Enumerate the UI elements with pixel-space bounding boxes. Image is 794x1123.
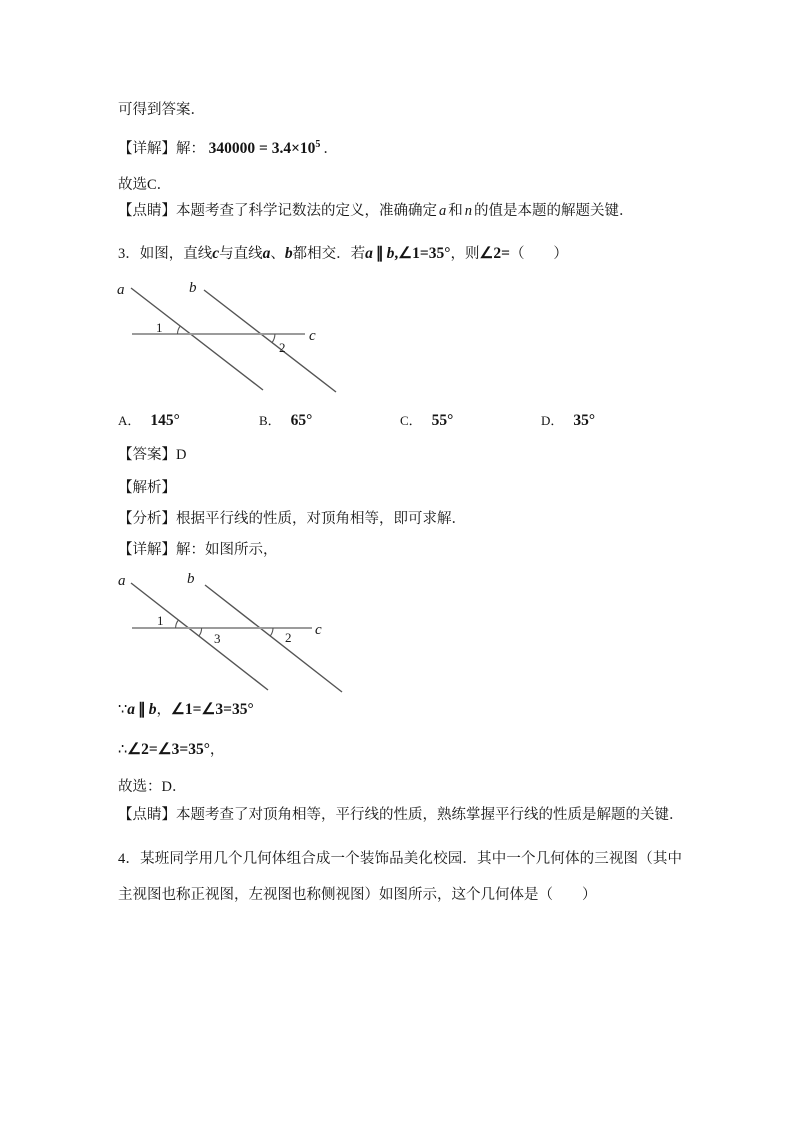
detail-label: 【详解】 [118, 542, 176, 558]
parallel-symbol: ∥ [375, 245, 384, 262]
option-c-letter: C． [400, 413, 422, 428]
q2-note-3: 的值是本题的解题关键． [474, 203, 634, 219]
label-line-a: a [117, 282, 125, 298]
note-label: 【点睛】 [118, 203, 176, 219]
variable-b: b [284, 245, 293, 262]
line-answer-tail [118, 101, 205, 120]
label-angle-1: 1 [157, 613, 164, 628]
solve-prefix: 解： [176, 141, 205, 157]
q2-detail-line [118, 139, 338, 159]
formula-base: 340000 = 3.4×10 [208, 140, 316, 157]
figure-parallel-lines-2 [115, 570, 350, 700]
q3-number: 3． [118, 246, 140, 262]
label-angle-2: 2 [279, 340, 286, 355]
because-comma: ， [156, 702, 171, 718]
q2-note-1: 本题考查了科学记数法的定义，准确确定 [176, 203, 437, 219]
q3-stem-3: 、 [270, 246, 285, 262]
formula-exponent: 5 [315, 138, 321, 150]
variable-a: a [262, 245, 271, 262]
option-b-value: 65° [290, 412, 313, 429]
variable-a: a [439, 203, 447, 219]
q3-therefore-line [118, 740, 224, 760]
option-b-letter: B． [259, 413, 281, 428]
angle-1-arc [176, 620, 179, 628]
label-angle-3: 3 [214, 631, 221, 646]
option-d [541, 410, 595, 430]
q3-options-row [118, 410, 595, 430]
option-c-value: 55° [431, 412, 454, 429]
note-label: 【点睛】 [118, 807, 176, 823]
therefore-symbol: ∴ [118, 742, 128, 758]
q2-note-line [118, 202, 634, 221]
formula-angle2: ∠2= [479, 245, 510, 262]
q3-stem-4: 都相交．若 [292, 246, 366, 262]
analysis-label: 【解析】 [118, 480, 176, 496]
label-line-c: c [309, 328, 316, 344]
q3-note-line [118, 806, 684, 825]
q4-stem-paragraph [118, 841, 682, 913]
angle-3-arc [199, 628, 202, 636]
option-b [259, 410, 400, 430]
option-a-value: 145° [150, 412, 180, 429]
q3-stem-1: 如图，直线 [139, 246, 213, 262]
angle-1-arc [178, 326, 181, 334]
formula-period: ． [323, 141, 338, 157]
formula-angle1: ∠1=35° [398, 245, 451, 262]
q3-analysis-line [118, 479, 176, 498]
option-a-letter: A． [118, 413, 141, 428]
therefore-comma: ， [209, 742, 225, 758]
label-line-a: a [118, 573, 126, 589]
formula-var-a: a [365, 245, 373, 262]
angle-2-arc [270, 628, 273, 636]
q3-note-text: 本题考查了对顶角相等，平行线的性质，熟练掌握平行线的性质是解题的关键． [176, 807, 684, 823]
detail-label: 【详解】 [118, 141, 176, 157]
line-a [131, 583, 268, 690]
q3-stem-6: （ ） [509, 246, 568, 262]
variable-c: c [212, 245, 220, 262]
method-text: 根据平行线的性质，对顶角相等，即可求解． [176, 511, 466, 527]
option-d-letter: D． [541, 413, 564, 428]
answer-value: D [176, 447, 187, 463]
q3-method-line [118, 510, 466, 529]
formula-var-b: b [386, 245, 395, 262]
q3-because-line [118, 700, 254, 720]
therefore-formula: ∠2=∠3=35° [127, 741, 210, 758]
label-angle-1: 1 [156, 320, 163, 335]
angle-2-arc [272, 334, 275, 343]
label-line-c: c [315, 622, 322, 638]
because-var-b: b [148, 701, 157, 718]
formula-comma: , [394, 245, 399, 262]
q2-note-2: 和 [448, 203, 463, 219]
q3-answer-line [118, 446, 186, 465]
figure-parallel-lines-1 [115, 278, 345, 403]
answer-tail-text: 可得到答案． [118, 102, 205, 118]
scientific-notation-formula [209, 140, 321, 157]
q3-conclusion-text: 故选：D． [118, 779, 187, 795]
option-d-value: 35° [573, 412, 596, 429]
because-var-a: a [127, 701, 135, 718]
option-c [400, 410, 541, 430]
line-b [204, 290, 336, 392]
q2-conclusion-line [118, 176, 171, 195]
q3-stem-2: 与直线 [219, 246, 263, 262]
q3-stem-line [118, 244, 568, 264]
label-line-b: b [189, 280, 197, 296]
q3-stem-5: ，则 [450, 246, 480, 262]
detail-text: 解：如图所示， [176, 542, 278, 558]
label-line-b: b [187, 571, 195, 587]
q3-detail-line [118, 541, 278, 560]
q4-number: 4． [118, 851, 141, 867]
parallel-symbol: ∥ [137, 701, 146, 718]
because-formula: ∠1=∠3=35° [170, 701, 254, 718]
because-symbol: ∵ [118, 702, 128, 718]
line-b [205, 585, 342, 692]
method-label: 【分析】 [118, 511, 176, 527]
line-a [131, 288, 263, 390]
q2-conclusion-text: 故选C． [118, 177, 172, 193]
option-a [118, 410, 259, 430]
q3-conclusion-line [118, 778, 186, 797]
variable-n: n [464, 203, 472, 219]
label-angle-2: 2 [285, 630, 292, 645]
answer-label: 【答案】 [118, 447, 176, 463]
q4-stem-text: 某班同学用几个几何体组合成一个装饰品美化校园．其中一个几何体的三视图（其中主视图也称正视图，左视图也称侧视图）如图所示，这个几何体是（ ） [118, 851, 683, 903]
